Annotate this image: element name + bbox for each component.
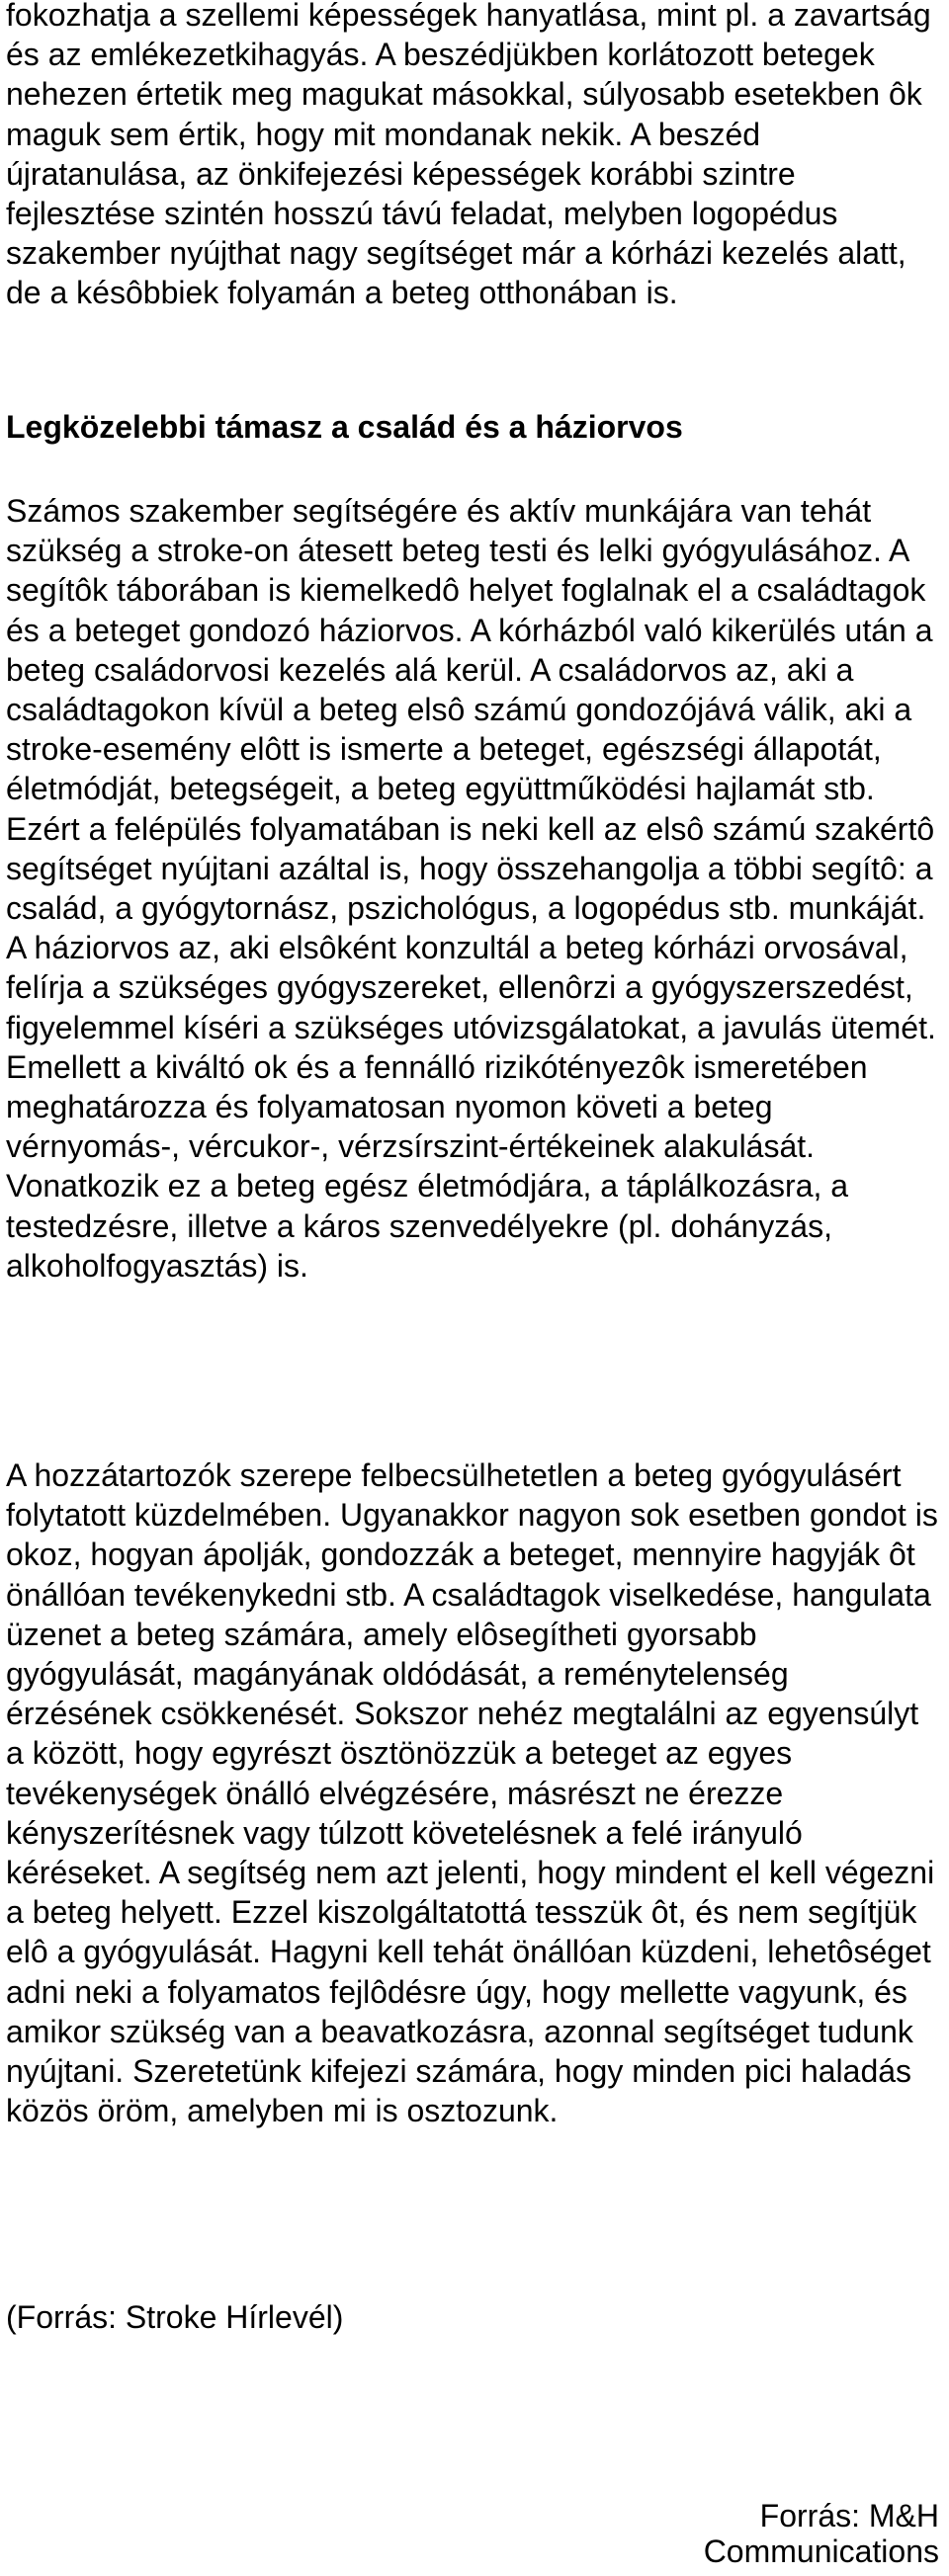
paragraph-family-doctor: Számos szakember segítségére és aktív munkájára van tehát szükség a stroke-on átesett beteg testi és lelki gyógyulásához. A segítôk táborában is kiemelkedô helyet foglalnak el a családtagok és a beteget gondozó háziorvos. A kórházból való kikerülés után a beteg családorvosi kezelés alá kerül. A családorvos az, aki a családtagokon kívül a beteg elsô számú gondozójává válik, aki a stroke-esemény elôtt is ismerte a beteget, egészségi állapotát, életmódját, betegségeit, a beteg együttműködési hajlamát stb. Ezért a felépülés folyamatában is neki kell az elsô számú szakértô segítséget nyújtani azáltal is, hogy összehangolja a többi segítô: a család, a gyógytornász, pszichológus, a logopédus stb. munkáját. A háziorvos az, aki elsôként konzultál a beteg kórházi orvosával, felírja a szükséges gyógyszereket, ellenôrzi a gyógyszerszedést, figyelemmel kíséri a szükséges utóvizsgálatokat, a javulás ütemét. Emellett a kiváltó ok és a fennálló rizikótényezôk ismeretében meghatározza és folyamatosan nyomon követi a beteg vérnyomás-, vércukor-, vérzsírszint-értékeinek alakulását. Vonatkozik ez a beteg egész életmódjára, a táplálkozásra, a testedzésre, illetve a káros szenvedélyekre (pl. dohányzás, alkoholfogyasztás) is. [6,493,936,1284]
source-note-stroke-newsletter: (Forrás: Stroke Hírlevél) [6,2299,344,2335]
section-heading: Legközelebbi támasz a család és a háziorvos [6,409,683,445]
paragraph-intro: fokozhatja a szellemi képességek hanyatlása, mint pl. a zavartság és az emlékezetkihagyás. A beszédjükben korlátozott betegek nehezen értetik meg magukat másokkal, súlyosabb esetekben ôk maguk sem értik, hogy mit mondanak nekik. A beszéd újratanulása, az önkifejezési képességek korábbi szintre fejlesztése szintén hosszú távú feladat, melyben logopédus szakember nyújthat nagy segítséget már a kórházi kezelés alatt, de a késôbbiek folyamán a beteg otthonában is. [6,0,931,311]
paragraph-relatives: A hozzátartozók szerepe felbecsülhetetlen a beteg gyógyulásért folytatott küzdelmében. Ugyanakkor nagyon sok esetben gondot is okoz, hogyan ápolják, gondozzák a beteget, mennyire hagyják ôt önállóan tevékenykedni stb. A családtagok viselkedése, hangulata üzenet a beteg számára, amely elôsegítheti gyorsabb gyógyulását, magányának oldódását, a reménytelenség érzésének csökkenését. Sokszor nehéz megtalálni az egyensúlyt a között, hogy egyrészt ösztönözzük a beteget az egyes tevékenységek önálló elvégzésére, másrészt ne érezze kényszerítésnek vagy túlzott követelésnek a felé irányuló kéréseket. A segítség nem azt jelenti, hogy mindent el kell végezni a beteg helyett. Ezzel kiszolgáltatottá tesszük ôt, és nem segítjük elô a gyógyulását. Hagyni kell tehát önállóan küzdeni, lehetôséget adni neki a folyamatos fejlôdésre úgy, hogy mellette vagyunk, és amikor szükség van a beavatkozásra, azonnal segítséget tudunk nyújtani. Szeretetünk kifejezi számára, hogy minden pici haladás közös öröm, amelyben mi is osztozunk. [6,1457,938,2129]
source-note-mh-communications: Forrás: M&H Communications [703,2498,939,2569]
